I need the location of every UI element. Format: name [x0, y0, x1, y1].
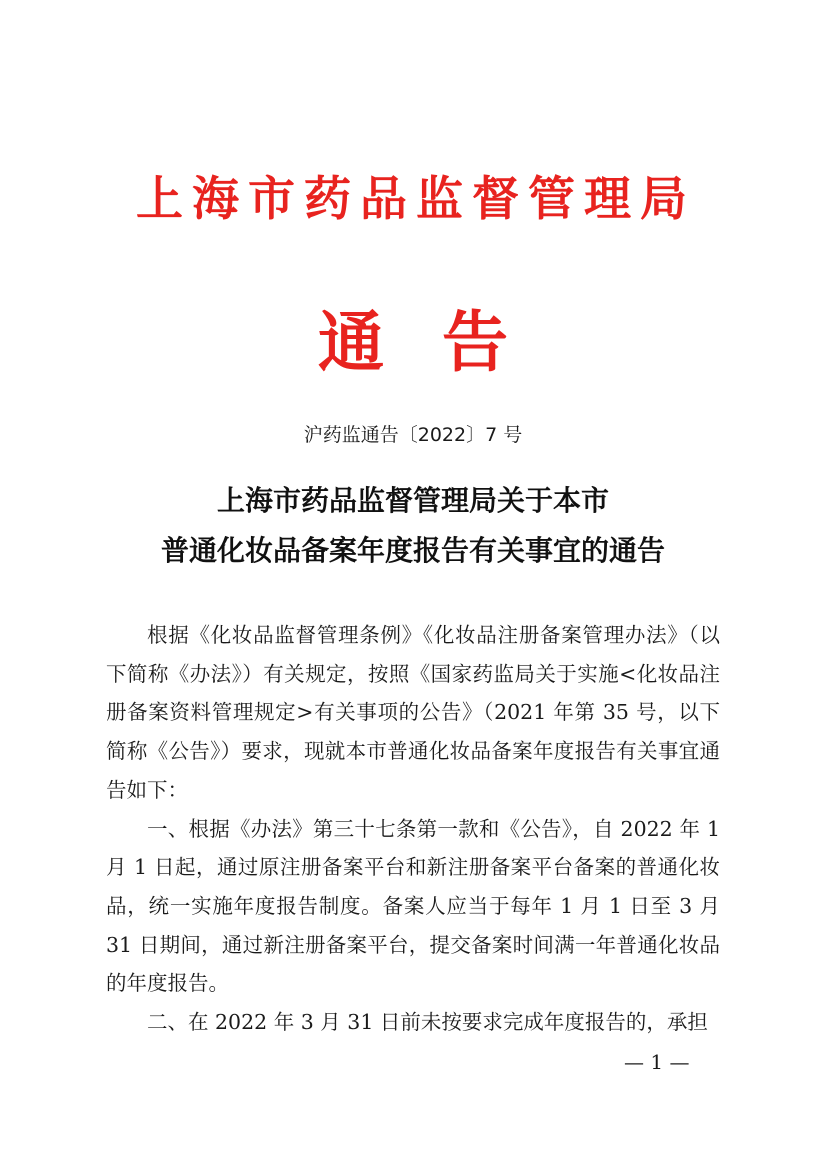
document-title-line-1: 上海市药品监督管理局关于本市 [216, 484, 609, 517]
body-paragraph-1: 一、根据《办法》第三十七条第一款和《公告》，自 2022 年 1 月 1 日起，通过原注册备案平台和新注册备案平台备案的普通化妆品，统一实施年度报告制度。备案人应当于每年 1 月 1 日至 3 月 31 日期间，通过新注册备案平台，提交备案时间满一年普通化妆品的年度报告。 [106, 816, 720, 996]
agency-header: 上海市药品监督管理局 [136, 172, 696, 227]
body-paragraph-2: 二、在 2022 年 3 月 31 日前未按要求完成年度报告的，承担 [147, 1010, 708, 1035]
notice-header: 通告 [318, 303, 566, 381]
document-title-line-2: 普通化妆品备案年度报告有关事宜的通告 [160, 534, 665, 567]
document-title [0, 476, 826, 576]
document-number: 沪药监通告〔2022〕7 号 [303, 424, 523, 446]
document-body [106, 616, 720, 1042]
body-paragraph-intro: 根据《化妆品监督管理条例》《化妆品注册备案管理办法》（以下简称《办法》）有关规定，按照《国家药监局关于实施<化妆品注册备案资料管理规定>有关事项的公告》（2021 年第 35 号，以下简称《公告》）要求，现就本市普通化妆品备案年度报告有关事宜通告如下： [106, 623, 720, 802]
page-number: — 1 — [624, 1050, 690, 1074]
